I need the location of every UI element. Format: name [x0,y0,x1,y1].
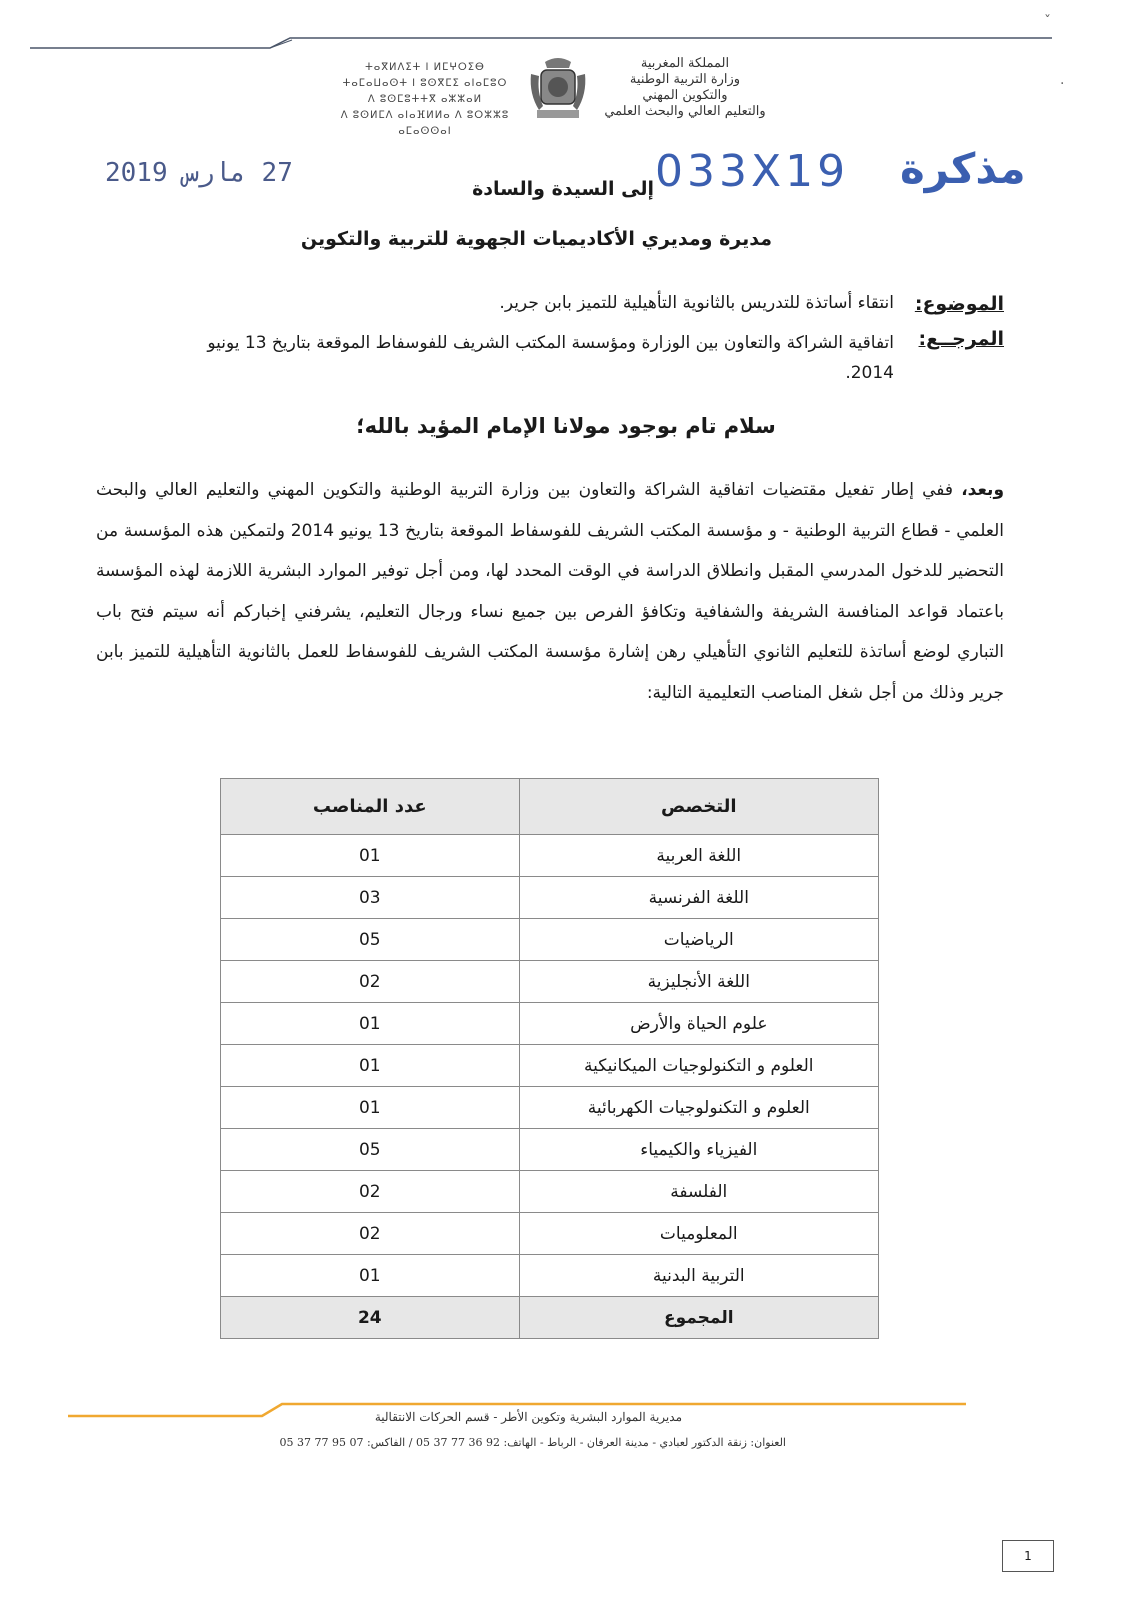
reference-label: المرجــع: [918,328,1004,350]
recipients-line-2: مديرة ومديري الأكاديميات الجهوية للتربية والتكوين [300,228,772,250]
count-cell: 01 [221,1003,520,1045]
table-row [221,1255,879,1297]
memo-number: 033X19 [655,146,850,197]
count-cell: 05 [221,1129,520,1171]
table-row [221,1129,879,1171]
table-row [221,961,879,1003]
total-label: المجموع [519,1297,878,1339]
recipients-line-1: إلى السيدة والسادة [472,178,654,200]
count-cell: 01 [221,1045,520,1087]
tifinagh-header: ⵜⴰⴳⵍⴷⵉⵜ ⵏ ⵍⵎⵖⵔⵉⴱ ⵜⴰⵎⴰⵡⴰⵙⵜ ⵏ ⵓⵙⴳⵎⵉ ⴰⵏⴰⵎⵓⵔ ⴷ ⵓⵙⵎⵓⵜⵜⴳ ⴰⵣⵣⴰⵍ ⴷ ⵓⵙⵍⵎⴷ ⴰⵏⴰⴼⵍⵍⴰ ⴷ ⵓⵔⵣⵣⵓ ⴰⵎⴰⵙⵙⴰⵏ [340,62,510,137]
body-paragraph [96,470,1004,713]
table-row [221,877,879,919]
specialty-cell: علوم الحياة والأرض [519,1003,878,1045]
page-number: 1 [1002,1540,1054,1572]
footer-department: مديرية الموارد البشرية وتكوين الأطر - قسم الحركات الانتقالية [374,1410,682,1424]
subject-text: انتقاء أساتذة للتدريس بالثانوية التأهيلية للتميز بابن جرير. [499,293,894,313]
specialty-cell: التربية البدنية [519,1255,878,1297]
header-specialty: التخصص [519,779,878,835]
table-row [221,1087,879,1129]
table-row [221,835,879,877]
count-cell: 01 [221,1255,520,1297]
specialty-cell: الفلسفة [519,1171,878,1213]
table-row [221,1003,879,1045]
count-cell: 02 [221,1213,520,1255]
memo-label: مذكرة [900,144,1026,193]
count-cell: 03 [221,877,520,919]
table-row [221,1171,879,1213]
count-cell: 02 [221,1171,520,1213]
specialty-cell: المعلوميات [519,1213,878,1255]
specialty-cell: الرياضيات [519,919,878,961]
specialty-cell: الفيزياء والكيمياء [519,1129,878,1171]
arabic-header: المملكة المغربية وزارة التربية الوطنية والتكوين المهني والتعليم العالي والبحث العلمي [604,56,766,119]
coat-of-arms-icon [527,54,589,122]
count-cell: 01 [221,835,520,877]
count-cell: 05 [221,919,520,961]
header-divider [0,0,1132,60]
specialty-cell: العلوم و التكنولوجيات الميكانيكية [519,1045,878,1087]
footer-address: العنوان: زنقة الدكتور لعبادي - مدينة العرفان - الرباط - الهاتف: 92 36 77 37 05 / الفاكس: 07 95 77 37 05 [279,1436,786,1449]
table-row [221,1213,879,1255]
specialty-cell: اللغة الأنجليزية [519,961,878,1003]
specialty-cell: اللغة العربية [519,835,878,877]
table-row [221,1045,879,1087]
table-header-row [221,779,879,835]
corner-dot: · [1060,76,1065,92]
corner-mark: ˇ [1044,14,1051,30]
count-cell: 02 [221,961,520,1003]
body-text: ففي إطار تفعيل مقتضيات اتفاقية الشراكة والتعاون بين وزارة التربية الوطنية والتكوين المهني والتعليم العالي والبحث العلمي - قطاع التربية الوطنية - و مؤسسة المكتب الشريف للفوسفاط الموقعة بتاريخ 13 يونيو 2014 ولتمكين هذه المؤسسة من التحضير للدخول المدرسي المقبل وانطلاق الدراسة في الوقت المحدد لها، ومن أجل توفير الموارد البشرية اللازمة لهذه المؤسسة باعتماد قواعد المنافسة الشريفة والشفافية وتكافؤ الفرص بين جميع نساء ورجال التعليم، يشرفني إخباركم أنه سيتم فتح باب التباري لوضع أساتذة للتعليم الثانوي التأهيلي رهن إشارة مؤسسة المكتب الشريف للفوسفاط للعمل بالثانوية التأهيلية للتميز بابن جرير وذلك من أجل شغل المناصب التعليمية التالية: [96,480,1004,703]
specialty-cell: العلوم و التكنولوجيات الكهربائية [519,1087,878,1129]
table-total-row [221,1297,879,1339]
positions-table [220,778,879,1339]
total-count: 24 [221,1297,520,1339]
reference-text: اتفاقية الشراكة والتعاون بين الوزارة ومؤسسة المكتب الشريف للفوسفاط الموقعة بتاريخ 13 يونيو 2014. [207,333,894,383]
count-cell: 01 [221,1087,520,1129]
header-count: عدد المناصب [221,779,520,835]
specialty-cell: اللغة الفرنسية [519,877,878,919]
body-lead: وبعد، [961,480,1005,500]
memo-date: 27 مارس 2019 [105,158,293,188]
subject-label: الموضوع: [914,293,1004,315]
salutation: سلام تام بوجود مولانا الإمام المؤيد بالله؛ [356,414,776,438]
table-row [221,919,879,961]
